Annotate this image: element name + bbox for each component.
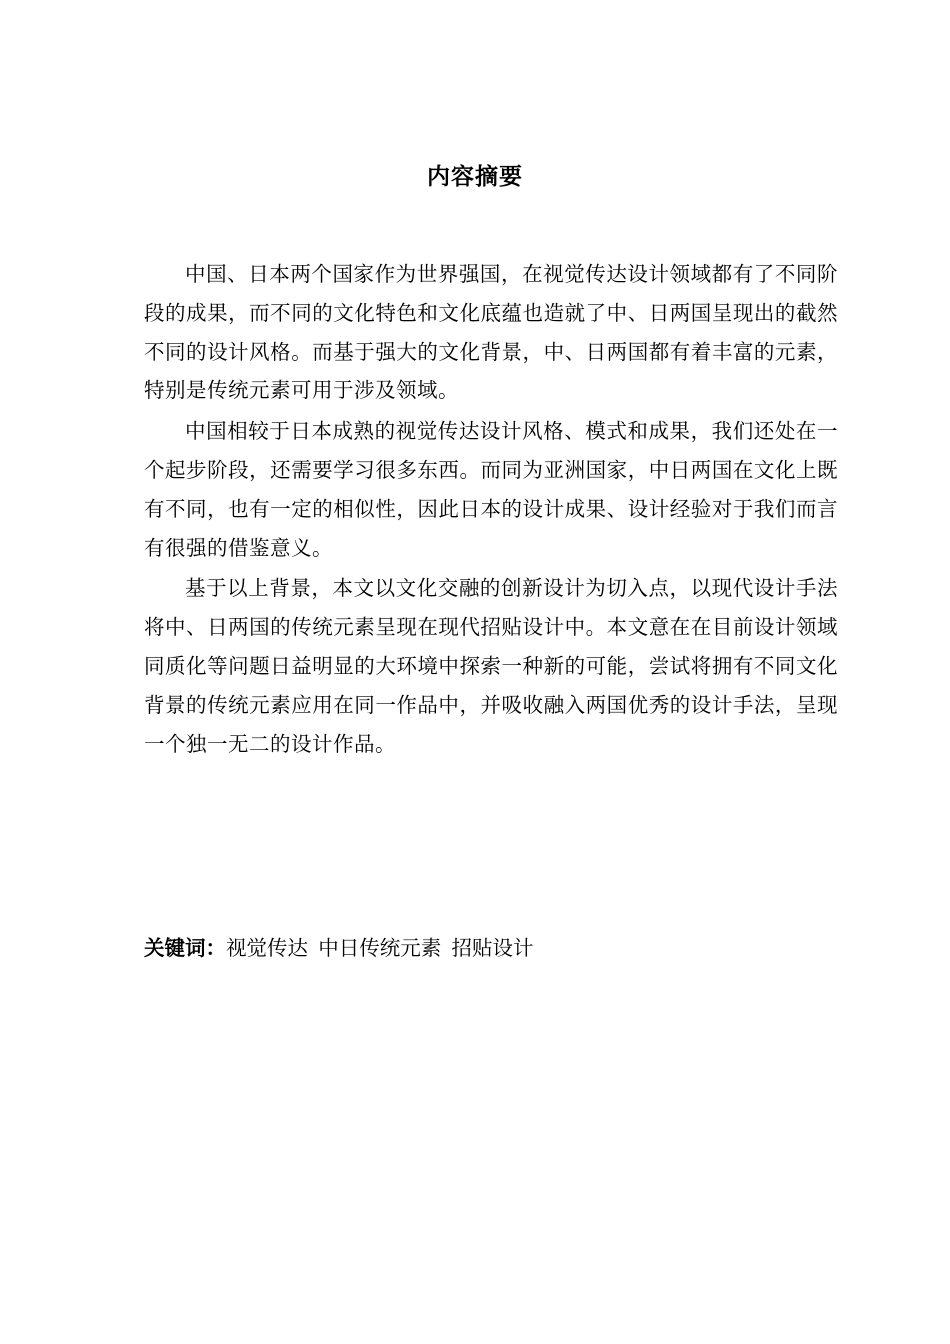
abstract-title: 内容摘要	[427, 164, 523, 190]
keyword-item: 视觉传达	[226, 936, 308, 960]
keywords-label: 关键词：	[144, 936, 226, 960]
keyword-item: 中日传统元素	[318, 936, 442, 960]
abstract-body	[144, 255, 838, 765]
keywords-line	[144, 930, 838, 966]
abstract-paragraph: 基于以上背景，本文以文化交融的创新设计为切入点，以现代设计手法将中、日两国的传统元素呈现在现代招贴设计中。本文意在在目前设计领域同质化等问题日益明显的大环境中探索一种新的可能，尝试将拥有不同文化背景的传统元素应用在同一作品中，并吸收融入两国优秀的设计手法，呈现一个独一无二的设计作品。	[144, 576, 838, 756]
abstract-paragraph: 中国相较于日本成熟的视觉传达设计风格、模式和成果，我们还处在一个起步阶段，还需要学习很多东西。而同为亚洲国家，中日两国在文化上既有不同，也有一定的相似性，因此日本的设计成果、设计经验对于我们而言有很强的借鉴意义。	[144, 419, 838, 560]
abstract-paragraph: 中国、日本两个国家作为世界强国，在视觉传达设计领域都有了不同阶段的成果，而不同的文化特色和文化底蕴也造就了中、日两国呈现出的截然不同的设计风格。而基于强大的文化背景，中、日两国都有着丰富的元素，特别是传统元素可用于涉及领域。	[144, 262, 838, 403]
keyword-item: 招贴设计	[451, 936, 534, 960]
